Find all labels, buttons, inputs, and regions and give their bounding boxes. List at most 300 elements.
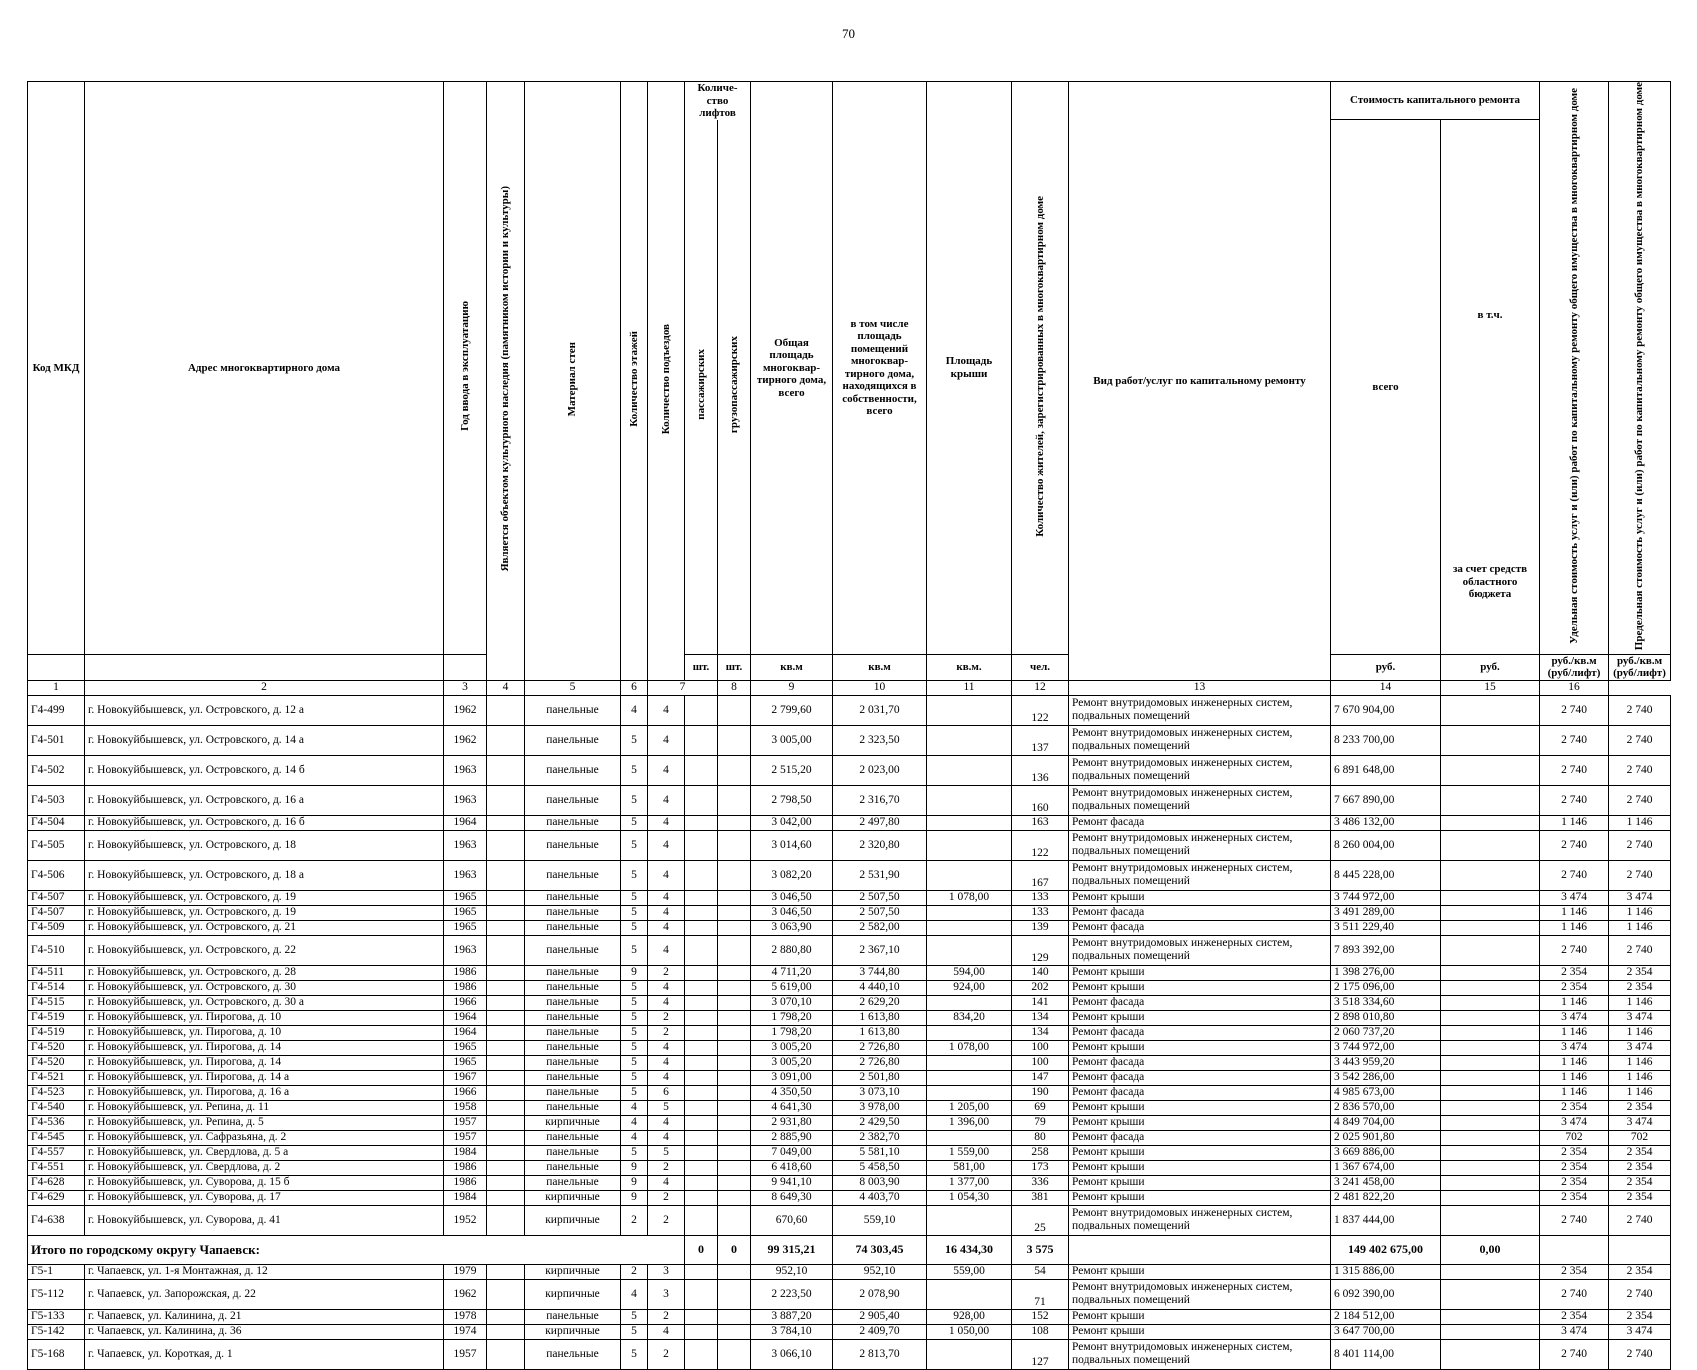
cost-cell: 3 486 132,00	[1331, 815, 1441, 830]
column-number: 11	[927, 680, 1012, 695]
code-cell: Г5-133	[28, 1309, 85, 1324]
cost-regional-cell	[1441, 1130, 1540, 1145]
code-cell: Г4-521	[28, 1070, 85, 1085]
walls-cell: панельные	[525, 1025, 621, 1040]
total-area-cell: 3 066,10	[751, 1339, 833, 1369]
address-cell: г. Новокуйбышевск, ул. Пирогова, д. 14	[85, 1055, 444, 1070]
lifts-cargo-cell	[718, 1339, 751, 1369]
year-cell: 1986	[444, 1160, 487, 1175]
lifts-cargo-cell	[718, 725, 751, 755]
total-area-cell: 5 619,00	[751, 980, 833, 995]
total-area-cell: 6 418,60	[751, 1160, 833, 1175]
unit-cost-cell: 2 354	[1540, 1309, 1609, 1324]
owned-area-cell: 952,10	[833, 1264, 927, 1279]
roof-area-cell: 559,00	[927, 1264, 1012, 1279]
year-cell: 1963	[444, 755, 487, 785]
cost-cell: 7 893 392,00	[1331, 935, 1441, 965]
column-number: 5	[525, 680, 621, 695]
unit-cost-cell: 1 146	[1540, 815, 1609, 830]
lifts-passenger-cell	[685, 965, 718, 980]
cost-regional-cell	[1441, 890, 1540, 905]
unit-rub-1: руб.	[1331, 654, 1441, 680]
lifts-cargo-cell	[718, 785, 751, 815]
year-cell: 1964	[444, 1025, 487, 1040]
cost-regional-cell	[1441, 755, 1540, 785]
residents-cell: 139	[1012, 920, 1069, 935]
owned-area-cell: 2 320,80	[833, 830, 927, 860]
owned-area-cell: 2 497,80	[833, 815, 927, 830]
lifts-cargo-cell	[718, 1160, 751, 1175]
year-cell: 1952	[444, 1205, 487, 1235]
lifts-passenger-cell	[685, 1130, 718, 1145]
work-type-cell: Ремонт крыши	[1069, 1010, 1331, 1025]
total-lifts-cargo: 0	[718, 1235, 751, 1264]
year-cell: 1962	[444, 695, 487, 725]
walls-cell: панельные	[525, 965, 621, 980]
address-cell: г. Новокуйбышевск, ул. Пирогова, д. 14	[85, 1040, 444, 1055]
residents-cell: 129	[1012, 935, 1069, 965]
lifts-passenger-cell	[685, 1264, 718, 1279]
address-cell: г. Новокуйбышевск, ул. Репина, д. 5	[85, 1115, 444, 1130]
table-row	[28, 830, 1671, 860]
code-cell: Г4-540	[28, 1100, 85, 1115]
address-cell: г. Новокуйбышевск, ул. Пирогова, д. 10	[85, 1010, 444, 1025]
cost-cell: 3 744 972,00	[1331, 890, 1441, 905]
cost-regional-cell	[1441, 1160, 1540, 1175]
repair-register-table	[27, 81, 1671, 1370]
entrances-cell: 4	[648, 860, 685, 890]
address-cell: г. Чапаевск, ул. Калинина, д. 36	[85, 1324, 444, 1339]
max-cost-cell: 2 354	[1609, 1264, 1671, 1279]
code-cell: Г4-523	[28, 1085, 85, 1100]
roof-area-cell	[927, 905, 1012, 920]
floors-cell: 5	[621, 830, 648, 860]
max-cost-cell: 2 740	[1609, 725, 1671, 755]
max-cost-cell: 1 146	[1609, 920, 1671, 935]
max-cost-cell: 1 146	[1609, 1070, 1671, 1085]
heritage-cell	[487, 725, 525, 755]
max-cost-cell: 2 740	[1609, 785, 1671, 815]
floors-cell: 5	[621, 1339, 648, 1369]
table-row	[28, 1145, 1671, 1160]
work-type-cell: Ремонт крыши	[1069, 1160, 1331, 1175]
max-cost-cell: 2 354	[1609, 1160, 1671, 1175]
cost-cell: 3 241 458,00	[1331, 1175, 1441, 1190]
cost-cell: 8 260 004,00	[1331, 830, 1441, 860]
roof-area-cell	[927, 1055, 1012, 1070]
address-cell: г. Новокуйбышевск, ул. Пирогова, д. 16 а	[85, 1085, 444, 1100]
entrances-cell: 2	[648, 965, 685, 980]
work-type-cell: Ремонт внутридомовых инженерных систем, подвальных помещений	[1069, 725, 1331, 755]
floors-cell: 5	[621, 1324, 648, 1339]
residents-cell: 163	[1012, 815, 1069, 830]
code-cell: Г4-520	[28, 1040, 85, 1055]
work-type-cell: Ремонт крыши	[1069, 1040, 1331, 1055]
cost-cell: 8 445 228,00	[1331, 860, 1441, 890]
floors-cell: 4	[621, 695, 648, 725]
cost-regional-cell	[1441, 1339, 1540, 1369]
cost-cell: 2 184 512,00	[1331, 1309, 1441, 1324]
floors-cell: 5	[621, 1040, 648, 1055]
walls-cell: панельные	[525, 725, 621, 755]
total-area-cell: 2 880,80	[751, 935, 833, 965]
unit-cost-cell: 3 474	[1540, 1010, 1609, 1025]
lifts-cargo-cell	[718, 1279, 751, 1309]
year-cell: 1986	[444, 980, 487, 995]
total-area-cell: 9 941,10	[751, 1175, 833, 1190]
work-type-cell: Ремонт фасада	[1069, 1130, 1331, 1145]
entrances-cell: 2	[648, 1025, 685, 1040]
heritage-cell	[487, 860, 525, 890]
header-heritage: Является объектом культурного наследия (памятником истории и культуры)	[499, 186, 512, 572]
lifts-cargo-cell	[718, 1010, 751, 1025]
heritage-cell	[487, 920, 525, 935]
total-total-area: 99 315,21	[751, 1235, 833, 1264]
lifts-passenger-cell	[685, 1085, 718, 1100]
max-cost-cell: 1 146	[1609, 905, 1671, 920]
lifts-cargo-cell	[718, 920, 751, 935]
code-cell: Г4-504	[28, 815, 85, 830]
year-cell: 1962	[444, 1279, 487, 1309]
roof-area-cell	[927, 785, 1012, 815]
code-cell: Г4-628	[28, 1175, 85, 1190]
column-number: 8	[718, 680, 751, 695]
lifts-cargo-cell	[718, 1175, 751, 1190]
address-cell: г. Новокуйбышевск, ул. Суворова, д. 41	[85, 1205, 444, 1235]
lifts-cargo-cell	[718, 890, 751, 905]
max-cost-cell: 1 146	[1609, 815, 1671, 830]
cost-cell: 2 836 570,00	[1331, 1100, 1441, 1115]
total-area-cell: 7 049,00	[751, 1145, 833, 1160]
roof-area-cell	[927, 815, 1012, 830]
heritage-cell	[487, 995, 525, 1010]
year-cell: 1974	[444, 1324, 487, 1339]
roof-area-cell	[927, 830, 1012, 860]
heritage-cell	[487, 935, 525, 965]
cost-regional-cell	[1441, 830, 1540, 860]
lifts-cargo-cell	[718, 1145, 751, 1160]
code-cell: Г4-515	[28, 995, 85, 1010]
owned-area-cell: 2 726,80	[833, 1040, 927, 1055]
walls-cell: панельные	[525, 1010, 621, 1025]
code-cell: Г4-499	[28, 695, 85, 725]
heritage-cell	[487, 965, 525, 980]
floors-cell: 5	[621, 1055, 648, 1070]
total-area-cell: 3 082,20	[751, 860, 833, 890]
cost-regional-cell	[1441, 1100, 1540, 1115]
lifts-passenger-cell	[685, 935, 718, 965]
table-row	[28, 1264, 1671, 1279]
owned-area-cell: 2 367,10	[833, 935, 927, 965]
cost-cell: 3 518 334,60	[1331, 995, 1441, 1010]
lifts-passenger-cell	[685, 1010, 718, 1025]
residents-cell: 167	[1012, 860, 1069, 890]
address-cell: г. Новокуйбышевск, ул. Островского, д. 19	[85, 905, 444, 920]
total-area-cell: 3 091,00	[751, 1070, 833, 1085]
owned-area-cell: 2 507,50	[833, 890, 927, 905]
cost-regional-cell	[1441, 815, 1540, 830]
column-number: 14	[1331, 680, 1441, 695]
walls-cell: панельные	[525, 1339, 621, 1369]
residents-cell: 134	[1012, 1010, 1069, 1025]
year-cell: 1957	[444, 1115, 487, 1130]
unit-cost-cell: 1 146	[1540, 995, 1609, 1010]
owned-area-cell: 4 403,70	[833, 1190, 927, 1205]
year-cell: 1963	[444, 860, 487, 890]
max-cost-cell: 3 474	[1609, 1324, 1671, 1339]
header-incl: в т.ч.	[1441, 120, 1540, 511]
walls-cell: панельные	[525, 1175, 621, 1190]
roof-area-cell	[927, 1085, 1012, 1100]
residents-cell: 381	[1012, 1190, 1069, 1205]
cost-cell: 8 401 114,00	[1331, 1339, 1441, 1369]
work-type-cell: Ремонт крыши	[1069, 1115, 1331, 1130]
work-type-cell: Ремонт крыши	[1069, 890, 1331, 905]
cost-regional-cell	[1441, 1085, 1540, 1100]
walls-cell: панельные	[525, 995, 621, 1010]
total-unit-empty	[1540, 1235, 1609, 1264]
roof-area-cell	[927, 920, 1012, 935]
floors-cell: 5	[621, 920, 648, 935]
heritage-cell	[487, 1160, 525, 1175]
work-type-cell: Ремонт фасада	[1069, 905, 1331, 920]
entrances-cell: 4	[648, 830, 685, 860]
floors-cell: 4	[621, 1279, 648, 1309]
lifts-passenger-cell	[685, 695, 718, 725]
year-cell: 1965	[444, 1055, 487, 1070]
cost-regional-cell	[1441, 965, 1540, 980]
cost-cell: 7 667 890,00	[1331, 785, 1441, 815]
column-number: 6	[621, 680, 648, 695]
cost-regional-cell	[1441, 1190, 1540, 1205]
residents-cell: 69	[1012, 1100, 1069, 1115]
floors-cell: 9	[621, 1190, 648, 1205]
cost-cell: 3 491 289,00	[1331, 905, 1441, 920]
roof-area-cell	[927, 860, 1012, 890]
column-number: 15	[1441, 680, 1540, 695]
unit-pcs-1: шт.	[685, 654, 718, 680]
walls-cell: кирпичные	[525, 1190, 621, 1205]
max-cost-cell: 2 740	[1609, 755, 1671, 785]
work-type-cell: Ремонт крыши	[1069, 1175, 1331, 1190]
heritage-cell	[487, 1025, 525, 1040]
work-type-cell: Ремонт фасада	[1069, 1085, 1331, 1100]
unit-cost-cell: 3 474	[1540, 1115, 1609, 1130]
cost-regional-cell	[1441, 1115, 1540, 1130]
unit-cost-cell: 3 474	[1540, 1324, 1609, 1339]
floors-cell: 5	[621, 935, 648, 965]
entrances-cell: 2	[648, 1339, 685, 1369]
unit-pcs-2: шт.	[718, 654, 751, 680]
work-type-cell: Ремонт крыши	[1069, 1324, 1331, 1339]
column-number: 9	[751, 680, 833, 695]
code-cell: Г4-503	[28, 785, 85, 815]
lifts-passenger-cell	[685, 890, 718, 905]
owned-area-cell: 2 531,90	[833, 860, 927, 890]
address-cell: г. Новокуйбышевск, ул. Пирогова, д. 10	[85, 1025, 444, 1040]
heritage-cell	[487, 1145, 525, 1160]
header-code: Код МКД	[28, 82, 85, 655]
floors-cell: 5	[621, 1010, 648, 1025]
roof-area-cell: 1 078,00	[927, 1040, 1012, 1055]
entrances-cell: 6	[648, 1085, 685, 1100]
lifts-passenger-cell	[685, 1115, 718, 1130]
residents-cell: 136	[1012, 755, 1069, 785]
heritage-cell	[487, 1130, 525, 1145]
roof-area-cell: 1 050,00	[927, 1324, 1012, 1339]
max-cost-cell: 2 740	[1609, 1205, 1671, 1235]
header-cost-total: всего	[1331, 120, 1441, 655]
heritage-cell	[487, 1264, 525, 1279]
entrances-cell: 2	[648, 1190, 685, 1205]
max-cost-cell: 2 354	[1609, 965, 1671, 980]
year-cell: 1957	[444, 1339, 487, 1369]
owned-area-cell: 2 382,70	[833, 1130, 927, 1145]
unit-cost-cell: 702	[1540, 1130, 1609, 1145]
owned-area-cell: 2 316,70	[833, 785, 927, 815]
roof-area-cell	[927, 725, 1012, 755]
walls-cell: панельные	[525, 1085, 621, 1100]
lifts-passenger-cell	[685, 1324, 718, 1339]
work-type-cell: Ремонт фасада	[1069, 995, 1331, 1010]
header-year: Год ввода в эксплуатацию	[458, 301, 471, 432]
year-cell: 1984	[444, 1145, 487, 1160]
address-cell: г. Новокуйбышевск, ул. Островского, д. 14 б	[85, 755, 444, 785]
roof-area-cell: 1 078,00	[927, 890, 1012, 905]
table-row	[28, 695, 1671, 725]
entrances-cell: 4	[648, 890, 685, 905]
max-cost-cell: 2 740	[1609, 1279, 1671, 1309]
roof-area-cell: 928,00	[927, 1309, 1012, 1324]
roof-area-cell: 924,00	[927, 980, 1012, 995]
header-cost: Стоимость капитального ремонта	[1331, 82, 1540, 120]
walls-cell: панельные	[525, 935, 621, 965]
walls-cell: панельные	[525, 785, 621, 815]
walls-cell: панельные	[525, 1145, 621, 1160]
residents-cell: 141	[1012, 995, 1069, 1010]
roof-area-cell: 834,20	[927, 1010, 1012, 1025]
cost-regional-cell	[1441, 1279, 1540, 1309]
owned-area-cell: 2 023,00	[833, 755, 927, 785]
unit-sqm-3: кв.м.	[927, 654, 1012, 680]
roof-area-cell: 1 559,00	[927, 1145, 1012, 1160]
unit-cost-cell: 2 354	[1540, 1100, 1609, 1115]
header-roof-area: Площадь крыши	[927, 82, 1012, 655]
cost-cell: 1 398 276,00	[1331, 965, 1441, 980]
code-cell: Г4-629	[28, 1190, 85, 1205]
table-row	[28, 890, 1671, 905]
lifts-cargo-cell	[718, 1040, 751, 1055]
cost-regional-cell	[1441, 1040, 1540, 1055]
unit-cost-cell: 1 146	[1540, 1085, 1609, 1100]
entrances-cell: 4	[648, 1130, 685, 1145]
address-cell: г. Новокуйбышевск, ул. Пирогова, д. 14 а	[85, 1070, 444, 1085]
table-row	[28, 1025, 1671, 1040]
walls-cell: кирпичные	[525, 1205, 621, 1235]
table-row	[28, 1279, 1671, 1309]
floors-cell: 5	[621, 980, 648, 995]
unit-cost-cell: 2 354	[1540, 1264, 1609, 1279]
year-cell: 1965	[444, 905, 487, 920]
residents-cell: 25	[1012, 1205, 1069, 1235]
table-row	[28, 1175, 1671, 1190]
heritage-cell	[487, 1309, 525, 1324]
code-cell: Г5-168	[28, 1339, 85, 1369]
address-cell: г. Новокуйбышевск, ул. Свердлова, д. 5 а	[85, 1145, 444, 1160]
header-address: Адрес многоквартирного дома	[85, 82, 444, 655]
cost-cell: 3 647 700,00	[1331, 1324, 1441, 1339]
code-cell: Г4-520	[28, 1055, 85, 1070]
lifts-cargo-cell	[718, 695, 751, 725]
cost-regional-cell	[1441, 860, 1540, 890]
total-area-cell: 3 014,60	[751, 830, 833, 860]
header-walls: Материал стен	[566, 341, 579, 417]
total-area-cell: 8 649,30	[751, 1190, 833, 1205]
column-number: 10	[833, 680, 927, 695]
entrances-cell: 2	[648, 1010, 685, 1025]
floors-cell: 5	[621, 995, 648, 1010]
roof-area-cell	[927, 1025, 1012, 1040]
heritage-cell	[487, 1175, 525, 1190]
address-cell: г. Чапаевск, ул. 1-я Монтажная, д. 12	[85, 1264, 444, 1279]
heritage-cell	[487, 1205, 525, 1235]
cost-cell: 3 511 229,40	[1331, 920, 1441, 935]
code-cell: Г4-638	[28, 1205, 85, 1235]
owned-area-cell: 2 726,80	[833, 1055, 927, 1070]
lifts-passenger-cell	[685, 1100, 718, 1115]
walls-cell: панельные	[525, 920, 621, 935]
entrances-cell: 4	[648, 920, 685, 935]
year-cell: 1979	[444, 1264, 487, 1279]
work-type-cell: Ремонт крыши	[1069, 1190, 1331, 1205]
lifts-passenger-cell	[685, 1025, 718, 1040]
lifts-cargo-cell	[718, 815, 751, 830]
entrances-cell: 4	[648, 695, 685, 725]
cost-regional-cell	[1441, 935, 1540, 965]
table-row	[28, 1115, 1671, 1130]
unit-cost-cell: 2 740	[1540, 1205, 1609, 1235]
residents-cell: 202	[1012, 980, 1069, 995]
year-cell: 1965	[444, 890, 487, 905]
entrances-cell: 4	[648, 755, 685, 785]
unit-cost-cell: 1 146	[1540, 1055, 1609, 1070]
entrances-cell: 2	[648, 1205, 685, 1235]
lifts-passenger-cell	[685, 755, 718, 785]
work-type-cell: Ремонт фасада	[1069, 1070, 1331, 1085]
work-type-cell: Ремонт крыши	[1069, 965, 1331, 980]
entrances-cell: 4	[648, 995, 685, 1010]
header-lifts-cargo: грузопассажирских	[727, 336, 740, 434]
cost-cell: 4 985 673,00	[1331, 1085, 1441, 1100]
residents-cell: 127	[1012, 1339, 1069, 1369]
unit-cost-cell: 2 740	[1540, 860, 1609, 890]
unit-cost-cell: 3 474	[1540, 890, 1609, 905]
lifts-cargo-cell	[718, 1085, 751, 1100]
lifts-passenger-cell	[685, 1175, 718, 1190]
table-header	[28, 82, 1671, 696]
unit-people: чел.	[1012, 654, 1069, 680]
floors-cell: 5	[621, 1309, 648, 1324]
cost-regional-cell	[1441, 980, 1540, 995]
residents-cell: 160	[1012, 785, 1069, 815]
unit-rub-sqm-1: руб./кв.м (руб/лифт)	[1540, 654, 1609, 680]
walls-cell: панельные	[525, 695, 621, 725]
lifts-cargo-cell	[718, 755, 751, 785]
cost-regional-cell	[1441, 785, 1540, 815]
work-type-cell: Ремонт фасада	[1069, 1025, 1331, 1040]
floors-cell: 4	[621, 1100, 648, 1115]
address-cell: г. Новокуйбышевск, ул. Островского, д. 18 а	[85, 860, 444, 890]
